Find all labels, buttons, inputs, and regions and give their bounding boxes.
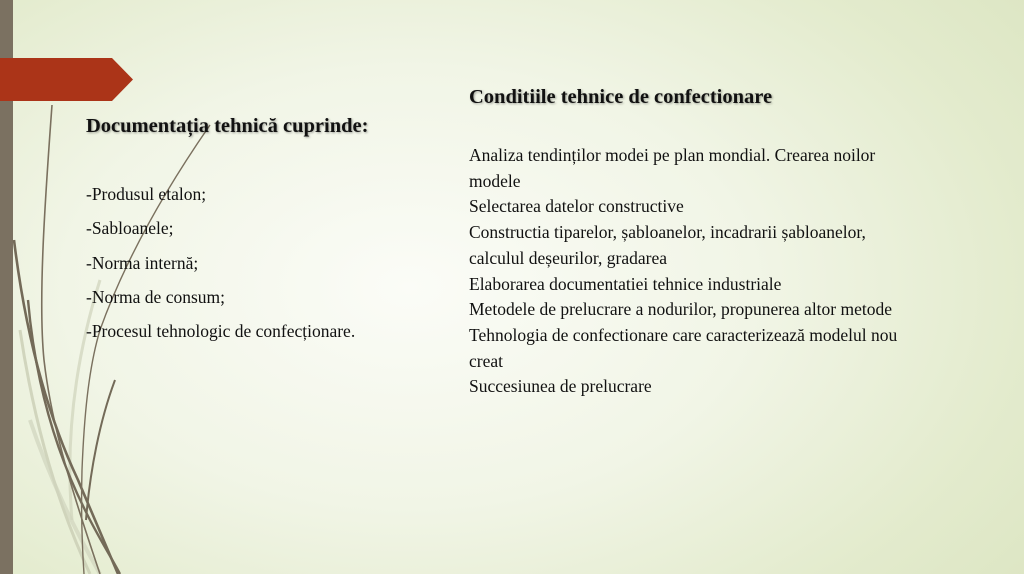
right-column-title: Conditiile tehnice de confectionare bbox=[469, 86, 773, 108]
text-line: calculul deșeurilor, gradarea bbox=[469, 247, 668, 268]
text-line: Tehnologia de confectionare care caracterizează modelul nou bbox=[469, 324, 898, 345]
text-line: Elaborarea documentatiei tehnice industriale bbox=[469, 273, 782, 294]
text-line: Analiza tendinților modei pe plan mondial. Crearea noilor bbox=[469, 145, 876, 165]
list-item: -Produsul etalon; bbox=[86, 184, 207, 204]
text-line: creat bbox=[469, 350, 503, 371]
list-item: -Norma internă; bbox=[86, 252, 199, 273]
list-item: -Norma de consum; bbox=[86, 286, 225, 307]
list-item: -Sabloanele; bbox=[86, 218, 174, 239]
right-column-body bbox=[469, 143, 1009, 400]
list-item: -Procesul tehnologic de confecționare. bbox=[86, 321, 356, 342]
text-line: Succesiunea de prelucrare bbox=[469, 376, 652, 397]
text-line: Constructia tiparelor, șabloanelor, incadrarii șabloanelor, bbox=[469, 222, 866, 243]
left-column-list bbox=[86, 182, 355, 353]
left-column-title: Documentația tehnică cuprinde: bbox=[86, 115, 369, 137]
red-arrow-banner bbox=[0, 58, 133, 101]
text-line: Selectarea datelor constructive bbox=[469, 196, 684, 217]
text-line: Metodele de prelucrare a nodurilor, propunerea altor metode bbox=[469, 299, 892, 320]
text-line: modele bbox=[469, 170, 521, 191]
